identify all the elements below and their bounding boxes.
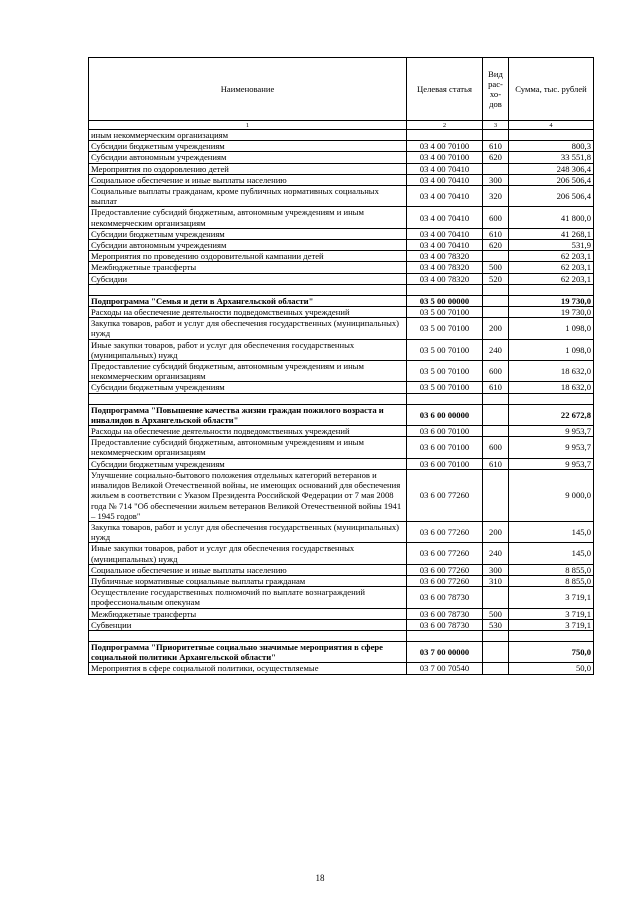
cell-code: 03 6 00 78730 [407, 608, 483, 619]
cell-sum: 206 506,4 [509, 174, 594, 185]
cell-code: 03 7 00 70540 [407, 663, 483, 674]
spacer-row [89, 630, 594, 641]
cell-name: Подпрограмма "Повышение качества жизни граждан пожилого возраста и инвалидов в Архангельской области" [89, 404, 407, 425]
table-row [89, 382, 594, 393]
cell-name: Предоставление субсидий бюджетным, автономным учреждениям и иным некоммерческим организациям [89, 437, 407, 458]
cell-type: 530 [483, 619, 509, 630]
cell-type: 320 [483, 186, 509, 207]
cell-type: 610 [483, 382, 509, 393]
cell-code: 03 5 00 00000 [407, 295, 483, 306]
cell-name: Предоставление субсидий бюджетным, автономным учреждениям и иным некоммерческим организациям [89, 361, 407, 382]
cell-type [483, 284, 509, 295]
table-header [89, 58, 594, 130]
cell-name: Субсидии бюджетным учреждениям [89, 228, 407, 239]
cell-type [483, 404, 509, 425]
cell-sum: 9 953,7 [509, 437, 594, 458]
spacer-row [89, 393, 594, 404]
cell-name: Субсидии бюджетным учреждениям [89, 458, 407, 469]
cell-type: 500 [483, 262, 509, 273]
cell-name: Субсидии автономным учреждениям [89, 152, 407, 163]
table-body [89, 130, 594, 675]
cell-name: Социальное обеспечение и иные выплаты населению [89, 174, 407, 185]
cell-type: 300 [483, 564, 509, 575]
cell-name: Субсидии автономным учреждениям [89, 240, 407, 251]
cell-name: Мероприятия в сфере социальной политики, осуществляемые [89, 663, 407, 674]
cell-type: 620 [483, 240, 509, 251]
table-row [89, 174, 594, 185]
header-type: Вид рас- хо- дов [483, 58, 509, 121]
column-numbers-row [89, 121, 594, 130]
cell-code: 03 4 00 70410 [407, 174, 483, 185]
cell-sum: 248 306,4 [509, 163, 594, 174]
cell-sum: 33 551,8 [509, 152, 594, 163]
cell-type [483, 587, 509, 608]
cell-code [407, 130, 483, 141]
cell-sum: 62 203,1 [509, 273, 594, 284]
table-row [89, 141, 594, 152]
cell-sum: 750,0 [509, 641, 594, 662]
cell-code: 03 4 00 70410 [407, 207, 483, 228]
table-row [89, 152, 594, 163]
cell-name: Осуществление государственных полномочий по выплате вознаграждений профессиональным опекунам [89, 587, 407, 608]
table-row [89, 619, 594, 630]
cell-sum: 9 953,7 [509, 458, 594, 469]
cell-sum: 145,0 [509, 521, 594, 542]
cell-name: Субсидии [89, 273, 407, 284]
cell-sum: 50,0 [509, 663, 594, 674]
cell-type: 610 [483, 141, 509, 152]
cell-name: Субсидии бюджетным учреждениям [89, 141, 407, 152]
cell-sum: 41 800,0 [509, 207, 594, 228]
cell-type [483, 295, 509, 306]
cell-code: 03 4 00 70410 [407, 186, 483, 207]
cell-code: 03 6 00 78730 [407, 587, 483, 608]
table-row [89, 207, 594, 228]
cell-name: Закупка товаров, работ и услуг для обеспечения государственных (муниципальных) нужд [89, 521, 407, 542]
cell-code: 03 6 00 77260 [407, 543, 483, 564]
cell-sum [509, 284, 594, 295]
subprogram-row [89, 295, 594, 306]
cell-type: 200 [483, 521, 509, 542]
header-sum: Сумма, тыс. рублей [509, 58, 594, 121]
cell-sum: 41 268,1 [509, 228, 594, 239]
cell-sum [509, 130, 594, 141]
table-row [89, 130, 594, 141]
cell-code: 03 5 00 70100 [407, 361, 483, 382]
cell-name: Социальные выплаты гражданам, кроме публичных нормативных социальных выплат [89, 186, 407, 207]
cell-code: 03 6 00 00000 [407, 404, 483, 425]
cell-code: 03 6 00 77260 [407, 575, 483, 586]
cell-type: 610 [483, 228, 509, 239]
cell-code: 03 4 00 70410 [407, 240, 483, 251]
cell-type: 610 [483, 458, 509, 469]
cell-sum: 9 000,0 [509, 469, 594, 521]
cell-name: Межбюджетные трансферты [89, 262, 407, 273]
budget-table [88, 57, 594, 675]
cell-name: Расходы на обеспечение деятельности подведомственных учреждений [89, 426, 407, 437]
table-row [89, 575, 594, 586]
cell-type: 600 [483, 207, 509, 228]
column-number: 3 [483, 121, 509, 130]
cell-sum: 22 672,8 [509, 404, 594, 425]
cell-sum: 145,0 [509, 543, 594, 564]
cell-name: Межбюджетные трансферты [89, 608, 407, 619]
cell-sum [509, 393, 594, 404]
cell-name: Подпрограмма "Семья и дети в Архангельской области" [89, 295, 407, 306]
cell-type [483, 663, 509, 674]
table-row [89, 273, 594, 284]
cell-type: 240 [483, 339, 509, 360]
cell-name [89, 630, 407, 641]
cell-type [483, 426, 509, 437]
cell-type [483, 163, 509, 174]
cell-code: 03 6 00 78730 [407, 619, 483, 630]
table-row [89, 186, 594, 207]
cell-name: Предоставление субсидий бюджетным, автономным учреждениям и иным некоммерческим организациям [89, 207, 407, 228]
table-row [89, 339, 594, 360]
table-row [89, 228, 594, 239]
cell-code: 03 5 00 70100 [407, 307, 483, 318]
cell-sum: 8 855,0 [509, 564, 594, 575]
cell-name [89, 284, 407, 295]
cell-type [483, 251, 509, 262]
cell-sum: 19 730,0 [509, 295, 594, 306]
table-row [89, 307, 594, 318]
subprogram-row [89, 641, 594, 662]
page-number: 18 [315, 873, 325, 883]
cell-type [483, 641, 509, 662]
cell-sum [509, 630, 594, 641]
cell-type: 500 [483, 608, 509, 619]
cell-name: Публичные нормативные социальные выплаты гражданам [89, 575, 407, 586]
cell-code: 03 6 00 77260 [407, 564, 483, 575]
table-row [89, 608, 594, 619]
cell-sum: 9 953,7 [509, 426, 594, 437]
cell-type: 620 [483, 152, 509, 163]
table-row [89, 318, 594, 339]
cell-type: 300 [483, 174, 509, 185]
cell-sum: 18 632,0 [509, 382, 594, 393]
table-row [89, 469, 594, 521]
cell-name: Подпрограмма "Приоритетные социально значимые мероприятия в сфере социальной политики Архангельской области" [89, 641, 407, 662]
spacer-row [89, 284, 594, 295]
cell-code: 03 6 00 70100 [407, 437, 483, 458]
table-row [89, 262, 594, 273]
table-row [89, 564, 594, 575]
cell-sum: 19 730,0 [509, 307, 594, 318]
cell-code: 03 4 00 78320 [407, 251, 483, 262]
cell-sum: 531,9 [509, 240, 594, 251]
cell-type: 310 [483, 575, 509, 586]
cell-sum: 3 719,1 [509, 619, 594, 630]
cell-sum: 3 719,1 [509, 608, 594, 619]
table-row [89, 163, 594, 174]
cell-code: 03 6 00 70100 [407, 458, 483, 469]
cell-code: 03 6 00 70100 [407, 426, 483, 437]
cell-code: 03 4 00 78320 [407, 273, 483, 284]
cell-type [483, 630, 509, 641]
cell-type [483, 130, 509, 141]
cell-type: 600 [483, 437, 509, 458]
cell-sum: 800,3 [509, 141, 594, 152]
cell-name [89, 393, 407, 404]
table-row [89, 587, 594, 608]
column-number: 4 [509, 121, 594, 130]
cell-code: 03 4 00 70410 [407, 163, 483, 174]
column-number: 1 [89, 121, 407, 130]
table-row [89, 426, 594, 437]
cell-code [407, 393, 483, 404]
cell-code: 03 6 00 77260 [407, 469, 483, 521]
table-row [89, 361, 594, 382]
cell-name: Иные закупки товаров, работ и услуг для обеспечения государственных (муниципальных) нужд [89, 339, 407, 360]
cell-name: иным некоммерческим организациям [89, 130, 407, 141]
table-row [89, 543, 594, 564]
cell-name: Субвенции [89, 619, 407, 630]
cell-code: 03 4 00 78320 [407, 262, 483, 273]
cell-sum: 206 506,4 [509, 186, 594, 207]
cell-code: 03 5 00 70100 [407, 318, 483, 339]
cell-name: Субсидии бюджетным учреждениям [89, 382, 407, 393]
table-row [89, 663, 594, 674]
cell-name: Мероприятия по оздоровлению детей [89, 163, 407, 174]
cell-name: Улучшение социально-бытового положения отдельных категорий ветеранов и инвалидов Великой Отечественной войны, не имеющих оснований для обеспечения жильем в соответствии с Указом Президента Российской Федерации от 7 мая 2008 года № 714 "Об обеспечении жильем ветеранов Великой Отечественной войны 1941 – 1945 годов" [89, 469, 407, 521]
table-row [89, 437, 594, 458]
cell-type: 600 [483, 361, 509, 382]
cell-name: Мероприятия по проведению оздоровительной кампании детей [89, 251, 407, 262]
cell-name: Расходы на обеспечение деятельности подведомственных учреждений [89, 307, 407, 318]
cell-type: 200 [483, 318, 509, 339]
cell-sum: 62 203,1 [509, 251, 594, 262]
cell-code: 03 4 00 70100 [407, 141, 483, 152]
cell-name: Иные закупки товаров, работ и услуг для обеспечения государственных (муниципальных) нужд [89, 543, 407, 564]
header-code: Целевая статья [407, 58, 483, 121]
cell-code [407, 284, 483, 295]
cell-type: 520 [483, 273, 509, 284]
cell-type: 240 [483, 543, 509, 564]
cell-code: 03 5 00 70100 [407, 339, 483, 360]
cell-name: Закупка товаров, работ и услуг для обеспечения государственных (муниципальных) нужд [89, 318, 407, 339]
table-row [89, 240, 594, 251]
subprogram-row [89, 404, 594, 425]
cell-sum: 8 855,0 [509, 575, 594, 586]
cell-sum: 3 719,1 [509, 587, 594, 608]
cell-type [483, 307, 509, 318]
cell-type [483, 469, 509, 521]
table-row [89, 458, 594, 469]
cell-name: Социальное обеспечение и иные выплаты населению [89, 564, 407, 575]
column-number: 2 [407, 121, 483, 130]
cell-code: 03 5 00 70100 [407, 382, 483, 393]
table-row [89, 251, 594, 262]
cell-code: 03 4 00 70100 [407, 152, 483, 163]
cell-sum: 1 098,0 [509, 339, 594, 360]
cell-sum: 62 203,1 [509, 262, 594, 273]
cell-code: 03 4 00 70410 [407, 228, 483, 239]
cell-sum: 1 098,0 [509, 318, 594, 339]
cell-code: 03 6 00 77260 [407, 521, 483, 542]
table-row [89, 521, 594, 542]
cell-code [407, 630, 483, 641]
header-name: Наименование [89, 58, 407, 121]
cell-code: 03 7 00 00000 [407, 641, 483, 662]
cell-type [483, 393, 509, 404]
cell-sum: 18 632,0 [509, 361, 594, 382]
